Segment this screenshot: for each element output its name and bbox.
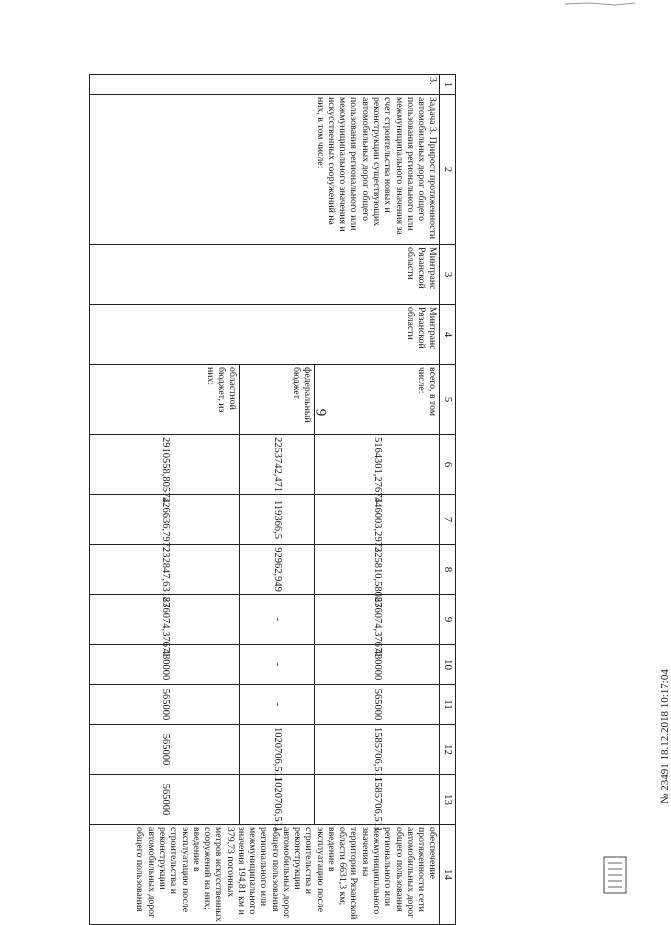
value-cell: 1585706,511	[315, 725, 440, 775]
col-2: 2	[440, 95, 456, 245]
value-cell: 2910558,80574	[90, 435, 240, 495]
page-number: 9	[312, 408, 329, 417]
col-9: 9	[440, 595, 456, 645]
value-cell: 119366,5	[240, 495, 315, 545]
value-cell: 276074,37671	[315, 595, 440, 645]
col-10: 10	[440, 645, 456, 685]
program-table-rotated	[76, 74, 456, 922]
document-stamp-text: № 23491 18.12.2018 10:17:04	[659, 669, 671, 804]
value-cell: 1585706,511	[315, 775, 440, 825]
scan-artifact	[560, 0, 640, 8]
program-table	[89, 74, 456, 925]
value-cell: 5164301,27674	[315, 435, 440, 495]
col-11: 11	[440, 685, 456, 725]
col-12: 12	[440, 725, 456, 775]
value-cell: -	[240, 595, 315, 645]
source-label: всего, в том числе:	[315, 365, 440, 435]
value-cell: 325810,58083	[315, 545, 440, 595]
row-index: 3.	[90, 75, 440, 95]
value-cell: 565000	[315, 685, 440, 725]
col-6: 6	[440, 435, 456, 495]
value-cell: 2253742,471	[240, 435, 315, 495]
col-8: 8	[440, 545, 456, 595]
expected-result: обеспечение протяженности сети автомобильных дорог общего пользования регионального или межмуниципального значения на территории Рязанской области 6631,3 км; введение в эксплуатацию после строительства и реконструкции автомобильных дорог общего пользования регионального или межмуниципального значения 194,81 км и 379,73 погонных метров искусственных сооружений на них; введение в эксплуатацию после строительства и реконструкции автомобильных дорог общего пользования	[90, 825, 440, 925]
source-label: федеральный бюджет	[240, 365, 315, 435]
value-cell: 346003,2972	[315, 495, 440, 545]
header-row	[440, 75, 456, 925]
value-cell: 1020706,511	[240, 775, 315, 825]
col-3: 3	[440, 245, 456, 305]
col-14: 14	[440, 825, 456, 925]
col-1: 1	[440, 75, 456, 95]
col-7: 7	[440, 495, 456, 545]
value-cell: 92962,949	[240, 545, 315, 595]
col-13: 13	[440, 775, 456, 825]
table-row	[315, 75, 440, 925]
value-cell: 565000	[90, 725, 240, 775]
value-cell: 480000	[90, 645, 240, 685]
value-cell: 565000	[90, 775, 240, 825]
value-cell: 226636,7972	[90, 495, 240, 545]
value-cell: -	[240, 645, 315, 685]
value-cell: 276074,37671	[90, 595, 240, 645]
executor: Минтранс Рязанской области	[90, 245, 440, 305]
task-description: Задача 3. Прирост протяженности автомобильных дорог общего пользования регионального или межмуниципального значения за счет строительства новых и реконструкции существующих автомобильных дорог общего пользования регионального или межмуниципального значения и искусственных сооружений на них, в том числе:	[90, 95, 440, 245]
value-cell: 232847,63183	[90, 545, 240, 595]
col-4: 4	[440, 305, 456, 365]
coexecutor: Минтранс Рязанской области	[90, 305, 440, 365]
col-5: 5	[440, 365, 456, 435]
value-cell: 565000	[90, 685, 240, 725]
registry-logo-icon	[600, 855, 630, 895]
value-cell: -	[240, 685, 315, 725]
source-label: областной бюджет, из них:	[90, 365, 240, 435]
value-cell: 1020706,511	[240, 725, 315, 775]
value-cell: 480000	[315, 645, 440, 685]
